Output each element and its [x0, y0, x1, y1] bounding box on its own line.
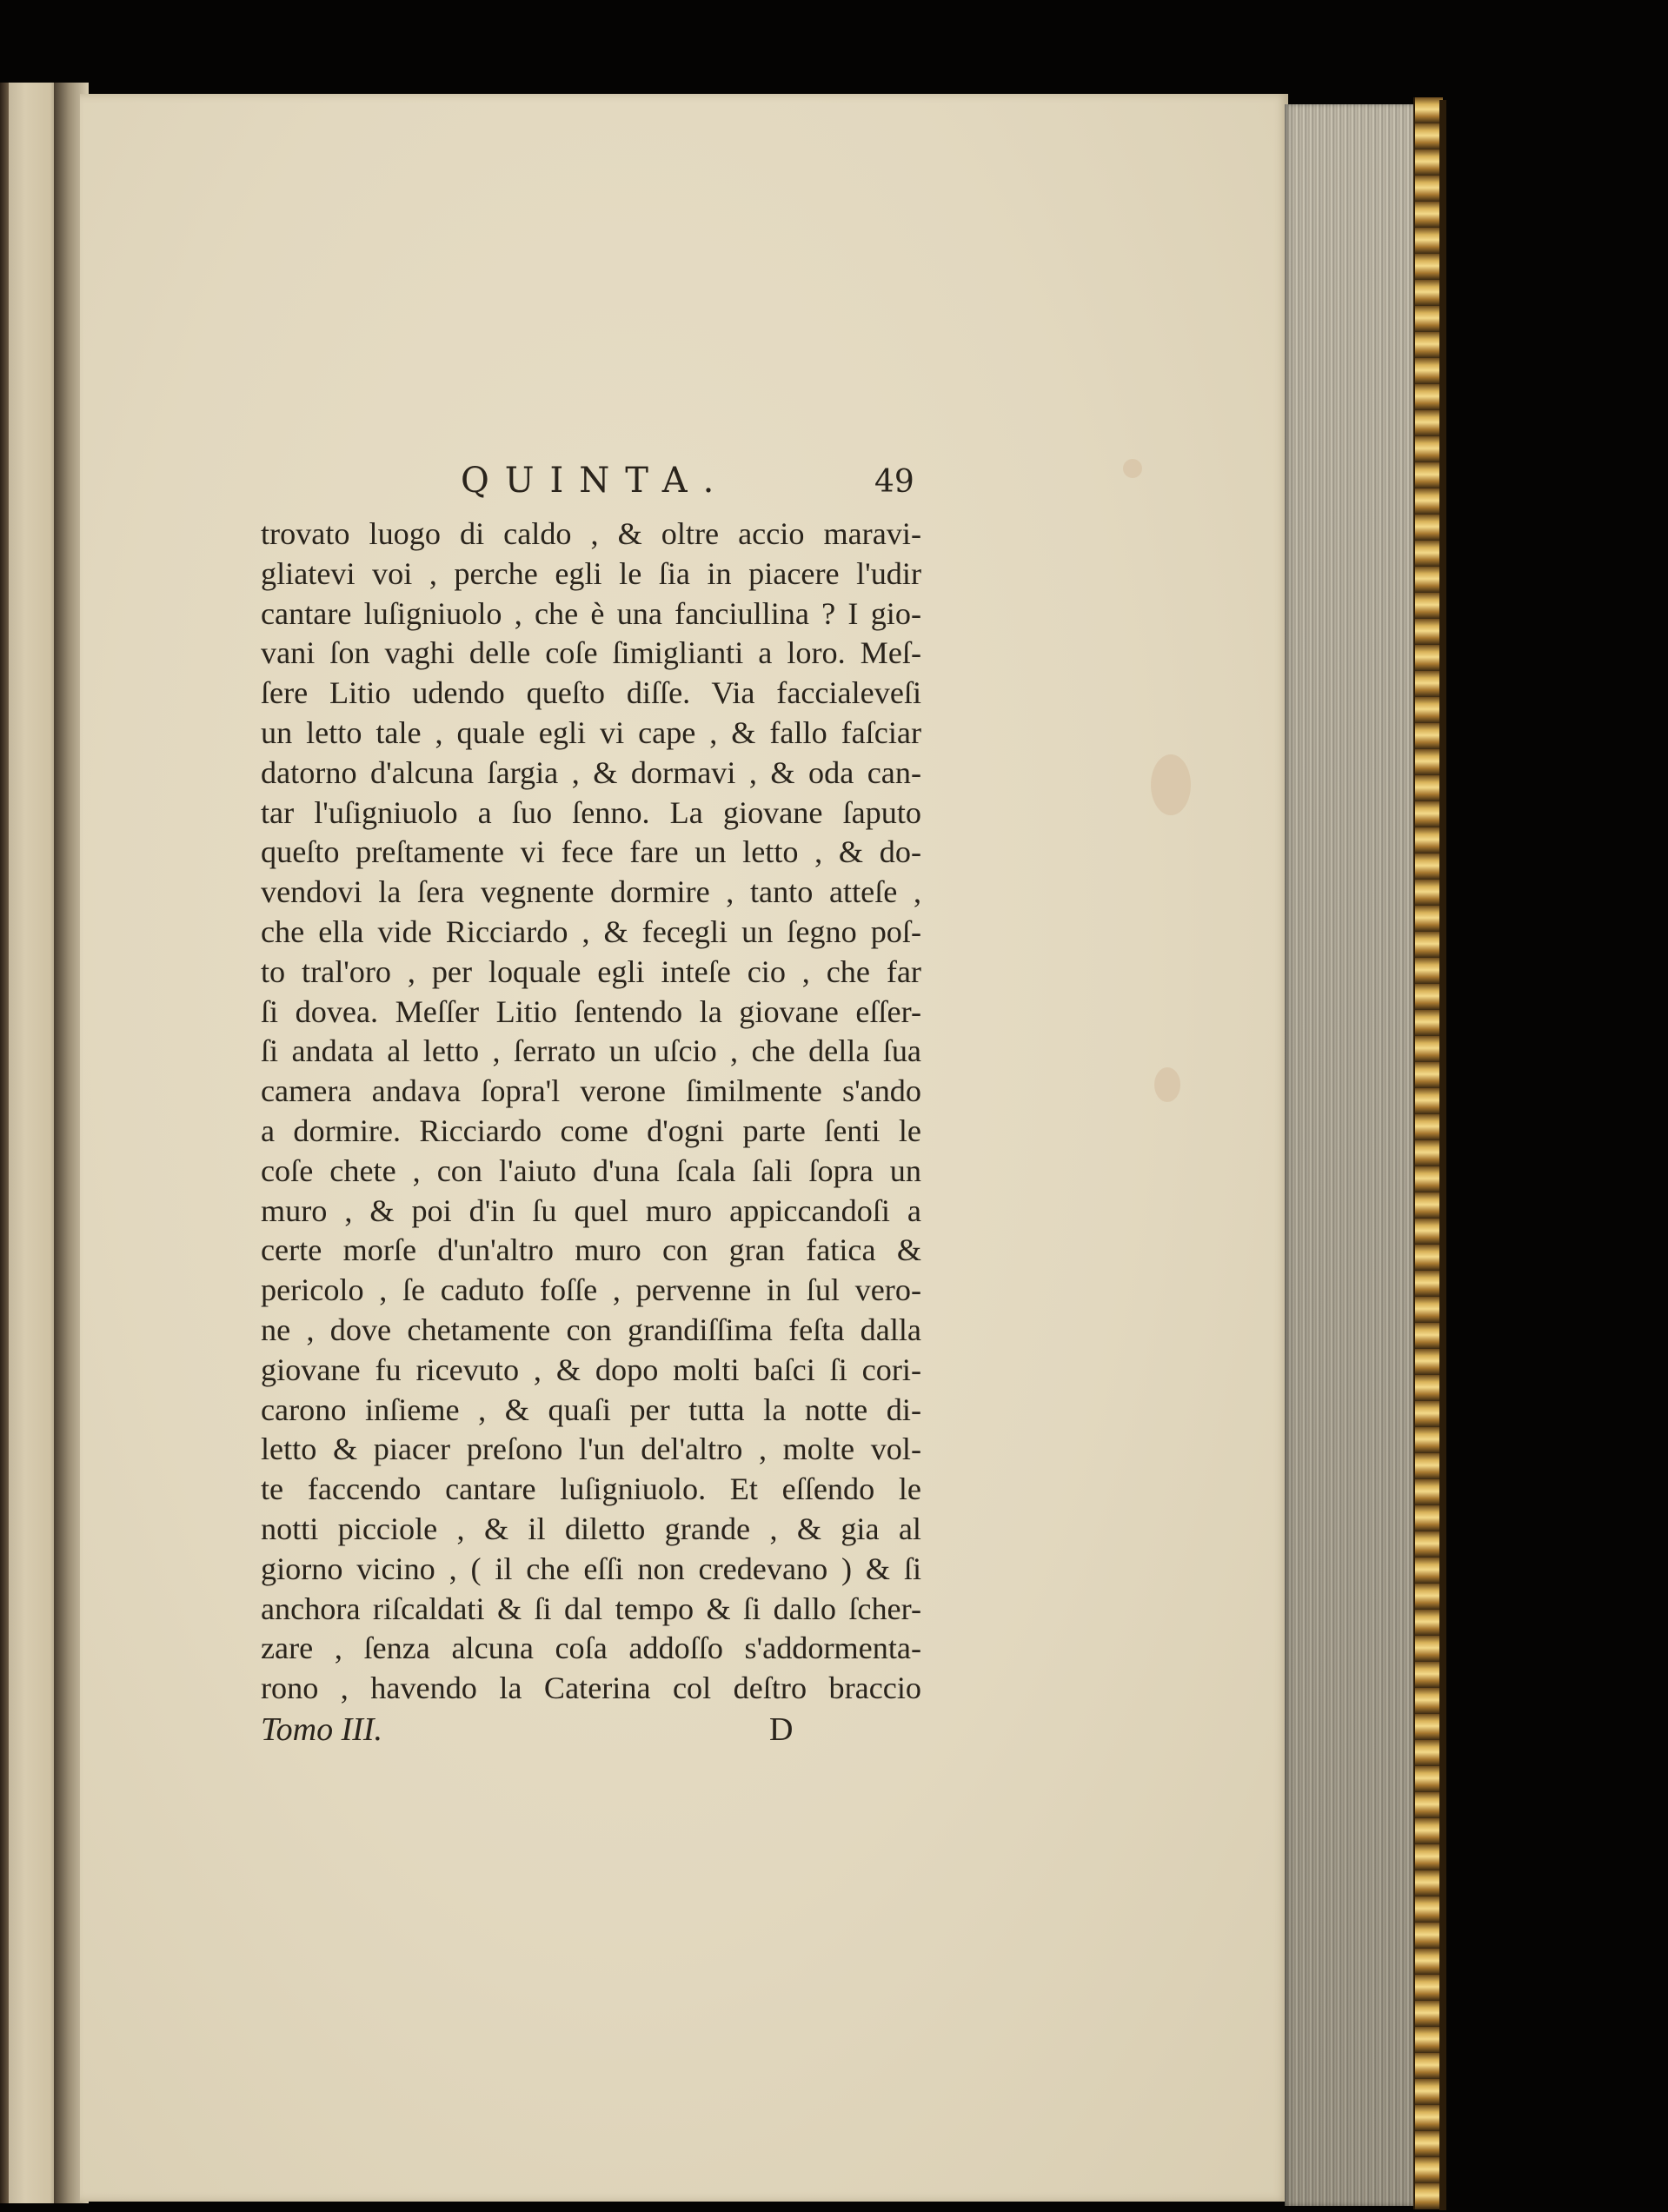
text-line: a dormire. Ricciardo come d'ogni parte ſenti le [261, 1113, 921, 1148]
text-line: ſi andata al letto , ſerrato un uſcio , che della ſua [261, 1033, 921, 1069]
text-line: ſi dovea. Meſſer Litio ſentendo la giovane eſſer- [261, 993, 921, 1029]
running-head-title: QUINTA. [461, 461, 730, 501]
text-line: letto & piacer preſono l'un del'altro , molte vol- [261, 1431, 921, 1467]
gilt-cover-edge [1413, 97, 1443, 2209]
text-line: pericolo , ſe caduto foſſe , pervenne in ſul vero- [261, 1272, 921, 1308]
text-line: queſto preſtamente vi fece fare un letto , & do- [261, 834, 921, 870]
text-line: datorno d'alcuna ſargia , & dormavi , & oda can- [261, 754, 921, 790]
text-line: tar l'uſigniuolo a ſuo ſenno. La giovane ſaputo [261, 794, 921, 830]
text-line: zare , ſenza alcuna coſa addoſſo s'addormenta- [261, 1631, 921, 1666]
text-line: gliatevi voi , perche egli le ſia in piacere l'udir [261, 555, 921, 591]
text-line: che ella vide Ricciardo , & fecegli un ſegno poſ- [261, 913, 921, 949]
foxing-stain [1123, 459, 1142, 478]
text-line: trovato luogo di caldo , & oltre accio maravi- [261, 516, 921, 551]
text-line: vani ſon vaghi delle coſe ſimiglianti a loro. Meſ- [261, 635, 921, 671]
text-line: certe morſe d'un'altro muro con gran fatica & [261, 1232, 921, 1268]
text-line: anchora riſcaldati & ſi dal tempo & ſi dallo ſcher- [261, 1591, 921, 1626]
text-line: vendovi la ſera vegnente dormire , tanto atteſe , [261, 874, 921, 910]
facing-page-edge [0, 83, 9, 2203]
foxing-stain [1154, 1067, 1180, 1102]
running-head [261, 461, 921, 515]
text-block [261, 461, 921, 1763]
text-line: rono , havendo la Caterina col deſtro braccio [261, 1671, 921, 1706]
text-line: coſe chete , con l'aiuto d'una ſcala ſali ſopra un [261, 1152, 921, 1188]
text-line: notti picciole , & il diletto grande , & gia al [261, 1511, 921, 1546]
page-number: 49 [874, 464, 914, 500]
text-line: giovane fu ricevuto , & dopo molti baſci ſi cori- [261, 1352, 921, 1387]
gathering-mark: D [769, 1710, 794, 1748]
text-line: muro , & poi d'in ſu quel muro appiccandoſi a [261, 1192, 921, 1228]
page-block-shade [1285, 104, 1417, 2206]
text-line: camera andava ſopra'l verone ſimilmente s'ando [261, 1073, 921, 1109]
text-line: carono inſieme , & quaſi per tutta la notte di- [261, 1392, 921, 1427]
volume-signature: Tomo III. [261, 1710, 383, 1748]
text-line: te faccendo cantare luſigniuolo. Et eſſendo le [261, 1471, 921, 1507]
text-line: ne , dove chetamente con grandiſſima feſta dalla [261, 1312, 921, 1347]
text-line: giorno vicino , ( il che eſſi non credevano ) & ſi [261, 1551, 921, 1586]
text-line: ſere Litio udendo queſto diſſe. Via faccialeveſi [261, 675, 921, 711]
text-line: un letto tale , quale egli vi cape , & fallo faſciar [261, 714, 921, 750]
text-line: cantare luſigniuolo , che è una fanciullina ? I gio- [261, 595, 921, 631]
text-line: to tral'oro , per loquale egli inteſe cio , che far [261, 953, 921, 989]
foxing-stain [1151, 754, 1191, 815]
page-footer [261, 1710, 921, 1763]
cover-board [1439, 100, 1446, 2210]
